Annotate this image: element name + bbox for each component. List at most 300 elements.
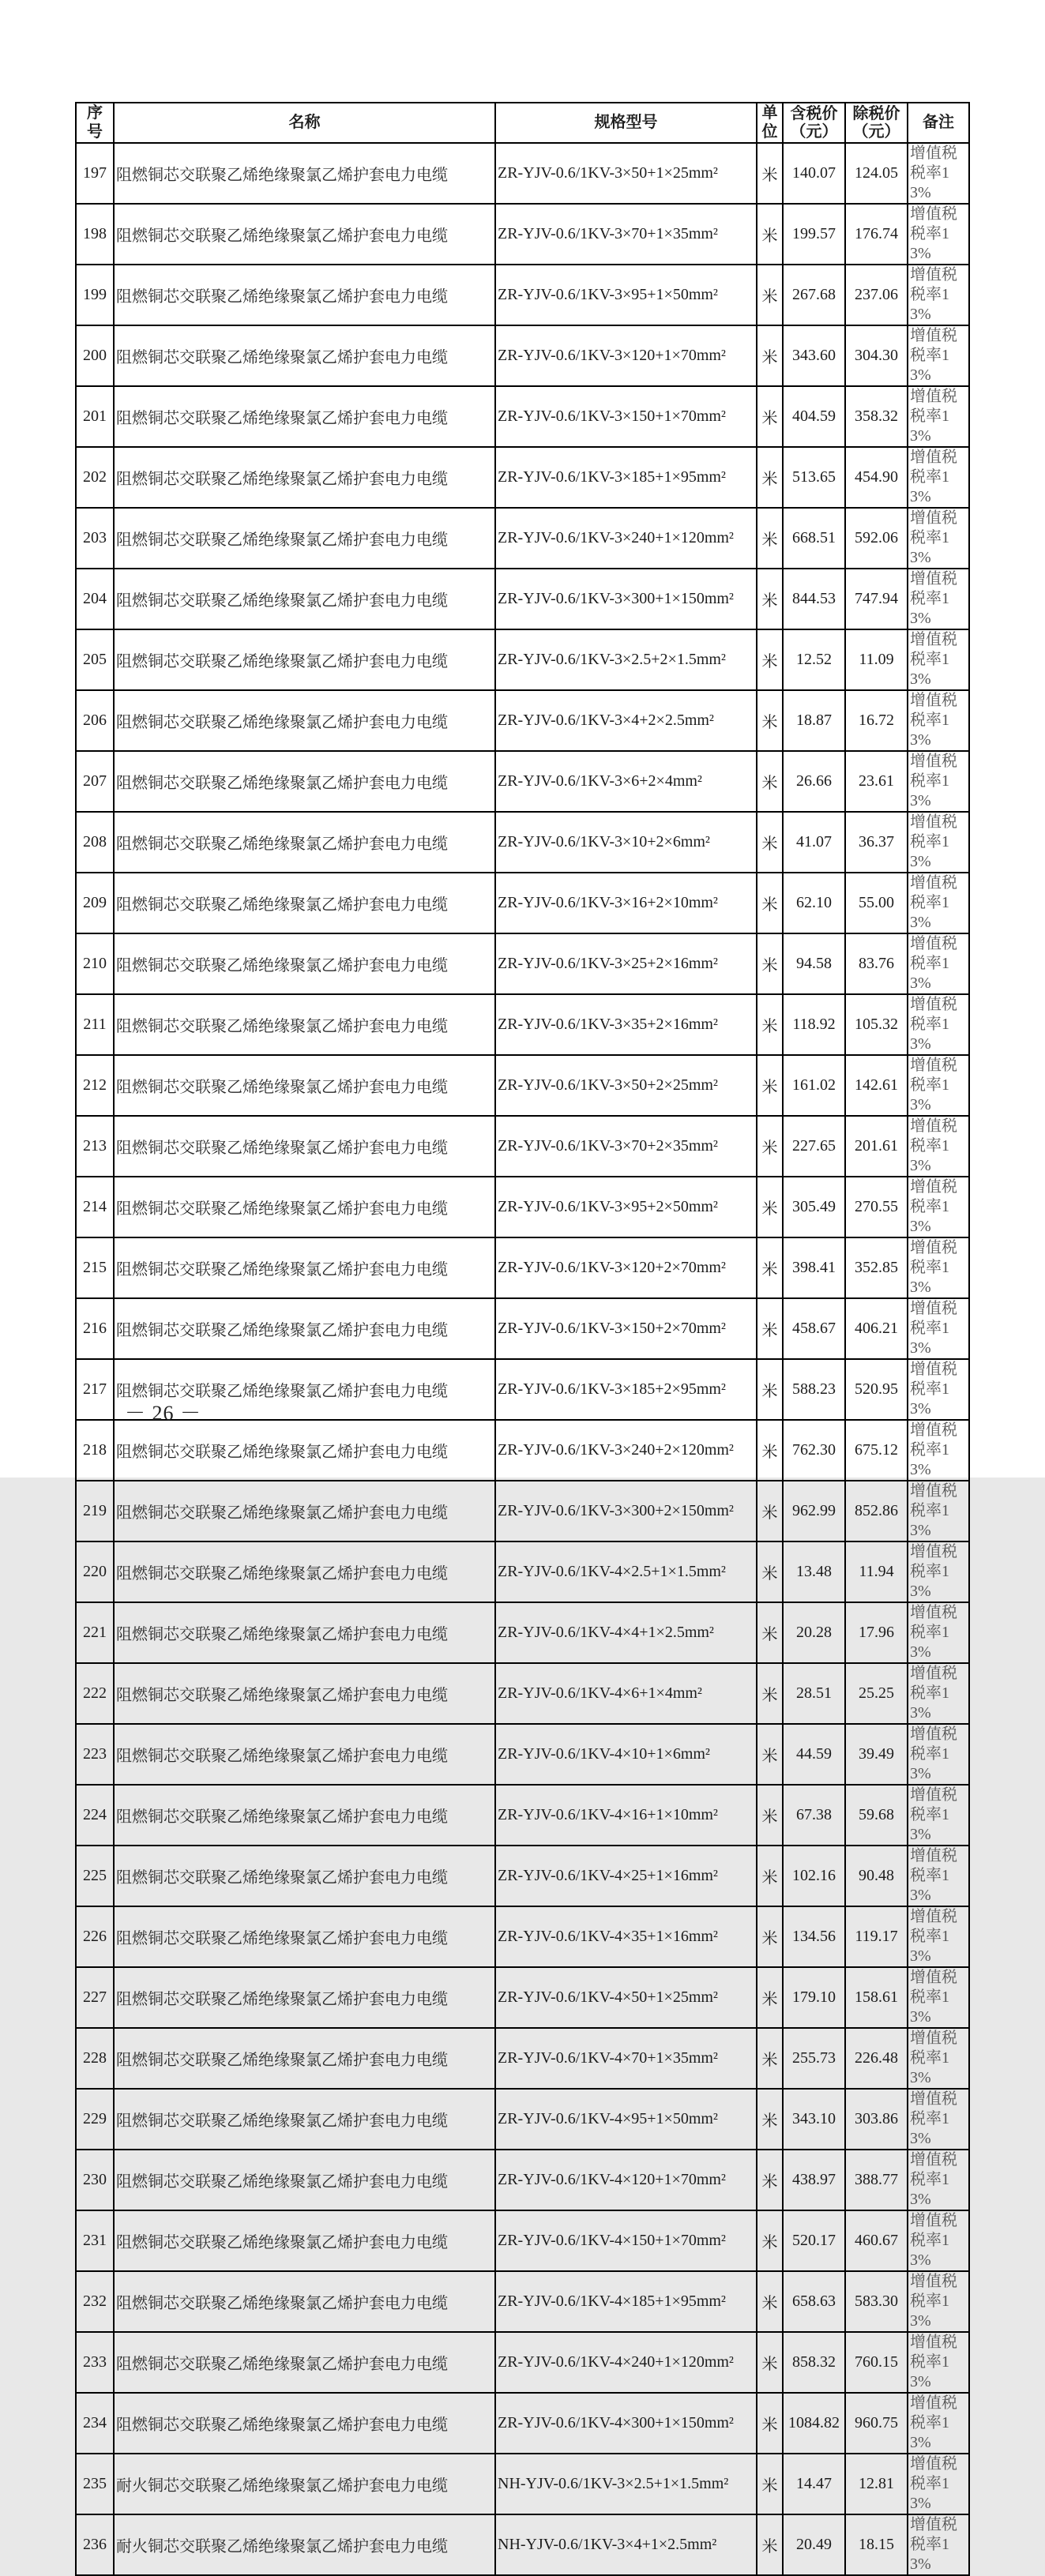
cell-remark: 增值税税率13% <box>908 1663 969 1724</box>
cell-price-without-tax: 406.21 <box>845 1298 908 1359</box>
cell-remark: 增值税税率13% <box>908 812 969 873</box>
table-row <box>76 1663 969 1724</box>
cell-name: 耐火铜芯交联聚乙烯绝缘聚氯乙烯护套电力电缆 <box>114 2514 495 2575</box>
cell-remark: 增值税税率13% <box>908 751 969 812</box>
cell-remark: 增值税税率13% <box>908 508 969 569</box>
cell-price-with-tax: 41.07 <box>783 812 845 873</box>
header-name-label: 名称 <box>288 114 321 132</box>
cell-spec: NH-YJV-0.6/1KV-3×4+1×2.5mm² <box>495 2514 757 2575</box>
cell-unit: 米 <box>757 325 783 386</box>
cell-price-with-tax: 134.56 <box>783 1906 845 1967</box>
table-row <box>76 2210 969 2271</box>
cell-unit: 米 <box>757 2332 783 2393</box>
cell-name: 阻燃铜芯交联聚乙烯绝缘聚氯乙烯护套电力电缆 <box>114 204 495 265</box>
cell-price-with-tax: 588.23 <box>783 1359 845 1420</box>
cell-unit: 米 <box>757 143 783 204</box>
header-price-without-tax-label: 除税价（元） <box>852 104 900 141</box>
cell-spec: ZR-YJV-0.6/1KV-3×240+2×120mm² <box>495 1420 757 1481</box>
cell-price-without-tax: 176.74 <box>845 204 908 265</box>
cell-unit: 米 <box>757 1663 783 1724</box>
cell-serial: 211 <box>76 994 114 1055</box>
cell-price-with-tax: 458.67 <box>783 1298 845 1359</box>
cell-serial: 198 <box>76 204 114 265</box>
cell-price-with-tax: 404.59 <box>783 386 845 447</box>
table-body <box>76 143 969 2575</box>
cell-spec: ZR-YJV-0.6/1KV-4×70+1×35mm² <box>495 2028 757 2089</box>
cell-name: 阻燃铜芯交联聚乙烯绝缘聚氯乙烯护套电力电缆 <box>114 1906 495 1967</box>
cell-spec: ZR-YJV-0.6/1KV-4×35+1×16mm² <box>495 1906 757 1967</box>
cell-unit: 米 <box>757 2393 783 2454</box>
cell-price-without-tax: 358.32 <box>845 386 908 447</box>
cell-price-with-tax: 267.68 <box>783 265 845 325</box>
cell-unit: 米 <box>757 1359 783 1420</box>
cell-remark: 增值税税率13% <box>908 143 969 204</box>
cell-remark: 增值税税率13% <box>908 1785 969 1846</box>
cell-unit: 米 <box>757 2271 783 2332</box>
cell-spec: ZR-YJV-0.6/1KV-3×70+2×35mm² <box>495 1116 757 1177</box>
cell-serial: 215 <box>76 1237 114 1298</box>
cell-serial: 202 <box>76 447 114 508</box>
table-row <box>76 2089 969 2150</box>
cell-price-without-tax: 11.94 <box>845 1541 908 1602</box>
cell-spec: ZR-YJV-0.6/1KV-4×16+1×10mm² <box>495 1785 757 1846</box>
cell-price-with-tax: 858.32 <box>783 2332 845 2393</box>
table-row <box>76 751 969 812</box>
cell-unit: 米 <box>757 2454 783 2514</box>
cell-serial: 207 <box>76 751 114 812</box>
cell-price-with-tax: 20.28 <box>783 1602 845 1663</box>
cell-name: 阻燃铜芯交联聚乙烯绝缘聚氯乙烯护套电力电缆 <box>114 2332 495 2393</box>
cell-name: 阻燃铜芯交联聚乙烯绝缘聚氯乙烯护套电力电缆 <box>114 1237 495 1298</box>
cell-price-without-tax: 12.81 <box>845 2454 908 2514</box>
header-serial <box>76 103 114 143</box>
cell-remark: 增值税税率13% <box>908 873 969 933</box>
cell-unit: 米 <box>757 1785 783 1846</box>
cell-spec: ZR-YJV-0.6/1KV-4×120+1×70mm² <box>495 2150 757 2210</box>
cell-name: 阻燃铜芯交联聚乙烯绝缘聚氯乙烯护套电力电缆 <box>114 1116 495 1177</box>
cell-unit: 米 <box>757 569 783 629</box>
cell-price-without-tax: 592.06 <box>845 508 908 569</box>
cell-name: 阻燃铜芯交联聚乙烯绝缘聚氯乙烯护套电力电缆 <box>114 1481 495 1541</box>
table-row <box>76 1785 969 1846</box>
cell-unit: 米 <box>757 1967 783 2028</box>
cell-name: 阻燃铜芯交联聚乙烯绝缘聚氯乙烯护套电力电缆 <box>114 1967 495 2028</box>
cell-price-without-tax: 17.96 <box>845 1602 908 1663</box>
cell-unit: 米 <box>757 933 783 994</box>
page-number: － 26 － <box>125 1402 202 1425</box>
cell-remark: 增值税税率13% <box>908 569 969 629</box>
table-row <box>76 2454 969 2514</box>
cell-spec: ZR-YJV-0.6/1KV-3×10+2×6mm² <box>495 812 757 873</box>
cell-unit: 米 <box>757 386 783 447</box>
cell-unit: 米 <box>757 751 783 812</box>
cell-spec: ZR-YJV-0.6/1KV-4×25+1×16mm² <box>495 1846 757 1906</box>
cell-price-with-tax: 20.49 <box>783 2514 845 2575</box>
cell-price-without-tax: 852.86 <box>845 1481 908 1541</box>
cell-price-without-tax: 142.61 <box>845 1055 908 1116</box>
cell-name: 阻燃铜芯交联聚乙烯绝缘聚氯乙烯护套电力电缆 <box>114 1602 495 1663</box>
cell-serial: 212 <box>76 1055 114 1116</box>
cell-price-without-tax: 11.09 <box>845 629 908 690</box>
cell-price-without-tax: 201.61 <box>845 1116 908 1177</box>
cell-name: 阻燃铜芯交联聚乙烯绝缘聚氯乙烯护套电力电缆 <box>114 1420 495 1481</box>
cell-name: 阻燃铜芯交联聚乙烯绝缘聚氯乙烯护套电力电缆 <box>114 690 495 751</box>
cell-price-with-tax: 94.58 <box>783 933 845 994</box>
cell-remark: 增值税税率13% <box>908 1177 969 1237</box>
cell-spec: ZR-YJV-0.6/1KV-4×2.5+1×1.5mm² <box>495 1541 757 1602</box>
cell-name: 阻燃铜芯交联聚乙烯绝缘聚氯乙烯护套电力电缆 <box>114 2028 495 2089</box>
cell-remark: 增值税税率13% <box>908 2210 969 2271</box>
table-row <box>76 1298 969 1359</box>
header-remark-label: 备注 <box>923 114 954 132</box>
table-row <box>76 1906 969 1967</box>
cell-price-with-tax: 438.97 <box>783 2150 845 2210</box>
cell-serial: 201 <box>76 386 114 447</box>
cell-price-without-tax: 760.15 <box>845 2332 908 2393</box>
cell-price-without-tax: 39.49 <box>845 1724 908 1785</box>
cell-serial: 218 <box>76 1420 114 1481</box>
cell-unit: 米 <box>757 1298 783 1359</box>
cell-remark: 增值税税率13% <box>908 1237 969 1298</box>
cell-unit: 米 <box>757 2028 783 2089</box>
cell-spec: ZR-YJV-0.6/1KV-3×120+2×70mm² <box>495 1237 757 1298</box>
cell-serial: 224 <box>76 1785 114 1846</box>
cell-price-with-tax: 398.41 <box>783 1237 845 1298</box>
table-row <box>76 1237 969 1298</box>
cell-serial: 233 <box>76 2332 114 2393</box>
cell-name: 阻燃铜芯交联聚乙烯绝缘聚氯乙烯护套电力电缆 <box>114 325 495 386</box>
cell-serial: 214 <box>76 1177 114 1237</box>
cable-price-table <box>75 102 970 2576</box>
cell-price-with-tax: 161.02 <box>783 1055 845 1116</box>
cell-spec: ZR-YJV-0.6/1KV-3×4+2×2.5mm² <box>495 690 757 751</box>
cell-name: 阻燃铜芯交联聚乙烯绝缘聚氯乙烯护套电力电缆 <box>114 2271 495 2332</box>
cell-spec: ZR-YJV-0.6/1KV-3×70+1×35mm² <box>495 204 757 265</box>
cell-remark: 增值税税率13% <box>908 1298 969 1359</box>
cell-name: 阻燃铜芯交联聚乙烯绝缘聚氯乙烯护套电力电缆 <box>114 569 495 629</box>
header-spec <box>495 103 757 143</box>
table-row <box>76 812 969 873</box>
cell-name: 阻燃铜芯交联聚乙烯绝缘聚氯乙烯护套电力电缆 <box>114 1298 495 1359</box>
cell-price-with-tax: 12.52 <box>783 629 845 690</box>
cell-unit: 米 <box>757 2150 783 2210</box>
table-row <box>76 447 969 508</box>
cell-serial: 234 <box>76 2393 114 2454</box>
cell-serial: 199 <box>76 265 114 325</box>
table-row <box>76 1177 969 1237</box>
cell-price-with-tax: 62.10 <box>783 873 845 933</box>
cell-price-without-tax: 90.48 <box>845 1846 908 1906</box>
cell-name: 阻燃铜芯交联聚乙烯绝缘聚氯乙烯护套电力电缆 <box>114 1359 495 1420</box>
cell-serial: 223 <box>76 1724 114 1785</box>
cell-price-with-tax: 102.16 <box>783 1846 845 1906</box>
cell-price-without-tax: 55.00 <box>845 873 908 933</box>
cell-remark: 增值税税率13% <box>908 2454 969 2514</box>
cell-serial: 197 <box>76 143 114 204</box>
cell-unit: 米 <box>757 265 783 325</box>
cell-serial: 227 <box>76 1967 114 2028</box>
cell-unit: 米 <box>757 994 783 1055</box>
cell-serial: 204 <box>76 569 114 629</box>
cell-spec: ZR-YJV-0.6/1KV-4×10+1×6mm² <box>495 1724 757 1785</box>
cell-unit: 米 <box>757 812 783 873</box>
cell-name: 阻燃铜芯交联聚乙烯绝缘聚氯乙烯护套电力电缆 <box>114 751 495 812</box>
cell-serial: 216 <box>76 1298 114 1359</box>
table-row <box>76 933 969 994</box>
cell-name: 阻燃铜芯交联聚乙烯绝缘聚氯乙烯护套电力电缆 <box>114 873 495 933</box>
cell-price-without-tax: 303.86 <box>845 2089 908 2150</box>
table-row <box>76 2514 969 2575</box>
cell-name: 阻燃铜芯交联聚乙烯绝缘聚氯乙烯护套电力电缆 <box>114 629 495 690</box>
table-row <box>76 2150 969 2210</box>
cell-price-with-tax: 118.92 <box>783 994 845 1055</box>
table-row <box>76 629 969 690</box>
cell-serial: 208 <box>76 812 114 873</box>
cell-price-without-tax: 105.32 <box>845 994 908 1055</box>
cell-spec: ZR-YJV-0.6/1KV-3×150+1×70mm² <box>495 386 757 447</box>
table-row <box>76 386 969 447</box>
header-row <box>76 103 969 143</box>
cell-unit: 米 <box>757 1602 783 1663</box>
cell-serial: 229 <box>76 2089 114 2150</box>
cell-spec: ZR-YJV-0.6/1KV-3×25+2×16mm² <box>495 933 757 994</box>
cell-price-with-tax: 305.49 <box>783 1177 845 1237</box>
cell-remark: 增值税税率13% <box>908 204 969 265</box>
cell-price-without-tax: 237.06 <box>845 265 908 325</box>
cell-spec: ZR-YJV-0.6/1KV-4×6+1×4mm² <box>495 1663 757 1724</box>
cell-unit: 米 <box>757 690 783 751</box>
cell-spec: ZR-YJV-0.6/1KV-4×300+1×150mm² <box>495 2393 757 2454</box>
cell-serial: 205 <box>76 629 114 690</box>
cell-unit: 米 <box>757 447 783 508</box>
cell-spec: ZR-YJV-0.6/1KV-3×16+2×10mm² <box>495 873 757 933</box>
cell-unit: 米 <box>757 2210 783 2271</box>
table-row <box>76 1481 969 1541</box>
cell-price-with-tax: 1084.82 <box>783 2393 845 2454</box>
cell-price-with-tax: 762.30 <box>783 1420 845 1481</box>
cell-serial: 231 <box>76 2210 114 2271</box>
cell-name: 阻燃铜芯交联聚乙烯绝缘聚氯乙烯护套电力电缆 <box>114 143 495 204</box>
cell-remark: 增值税税率13% <box>908 2150 969 2210</box>
cell-price-without-tax: 16.72 <box>845 690 908 751</box>
cell-name: 阻燃铜芯交联聚乙烯绝缘聚氯乙烯护套电力电缆 <box>114 1785 495 1846</box>
cell-unit: 米 <box>757 1541 783 1602</box>
cell-unit: 米 <box>757 1906 783 1967</box>
cell-spec: ZR-YJV-0.6/1KV-4×95+1×50mm² <box>495 2089 757 2150</box>
cell-price-with-tax: 13.48 <box>783 1541 845 1602</box>
cell-price-with-tax: 179.10 <box>783 1967 845 2028</box>
cell-price-with-tax: 513.65 <box>783 447 845 508</box>
cell-price-with-tax: 26.66 <box>783 751 845 812</box>
table-row <box>76 994 969 1055</box>
cell-unit: 米 <box>757 1177 783 1237</box>
cell-price-with-tax: 658.63 <box>783 2271 845 2332</box>
cell-unit: 米 <box>757 2089 783 2150</box>
cell-remark: 增值税税率13% <box>908 325 969 386</box>
cell-remark: 增值税税率13% <box>908 2271 969 2332</box>
cell-price-without-tax: 520.95 <box>845 1359 908 1420</box>
cell-spec: ZR-YJV-0.6/1KV-4×185+1×95mm² <box>495 2271 757 2332</box>
cell-serial: 228 <box>76 2028 114 2089</box>
cell-price-without-tax: 454.90 <box>845 447 908 508</box>
cell-remark: 增值税税率13% <box>908 933 969 994</box>
cell-price-with-tax: 28.51 <box>783 1663 845 1724</box>
header-name <box>114 103 495 143</box>
cell-price-without-tax: 59.68 <box>845 1785 908 1846</box>
cell-spec: ZR-YJV-0.6/1KV-3×300+1×150mm² <box>495 569 757 629</box>
cell-unit: 米 <box>757 1481 783 1541</box>
cell-spec: ZR-YJV-0.6/1KV-3×150+2×70mm² <box>495 1298 757 1359</box>
cell-remark: 增值税税率13% <box>908 447 969 508</box>
cell-serial: 235 <box>76 2454 114 2514</box>
cell-serial: 200 <box>76 325 114 386</box>
cell-spec: ZR-YJV-0.6/1KV-4×50+1×25mm² <box>495 1967 757 2028</box>
cell-unit: 米 <box>757 1846 783 1906</box>
table-row <box>76 2028 969 2089</box>
cell-spec: ZR-YJV-0.6/1KV-3×185+1×95mm² <box>495 447 757 508</box>
cell-remark: 增值税税率13% <box>908 2089 969 2150</box>
cell-price-with-tax: 44.59 <box>783 1724 845 1785</box>
table-row <box>76 1420 969 1481</box>
table-row <box>76 1602 969 1663</box>
cell-serial: 230 <box>76 2150 114 2210</box>
cell-price-with-tax: 199.57 <box>783 204 845 265</box>
cell-serial: 232 <box>76 2271 114 2332</box>
cell-spec: ZR-YJV-0.6/1KV-3×6+2×4mm² <box>495 751 757 812</box>
cell-price-with-tax: 343.10 <box>783 2089 845 2150</box>
cell-serial: 222 <box>76 1663 114 1724</box>
cell-name: 阻燃铜芯交联聚乙烯绝缘聚氯乙烯护套电力电缆 <box>114 933 495 994</box>
cell-remark: 增值税税率13% <box>908 2393 969 2454</box>
cell-unit: 米 <box>757 1116 783 1177</box>
cell-price-with-tax: 668.51 <box>783 508 845 569</box>
cell-serial: 219 <box>76 1481 114 1541</box>
table-row <box>76 1846 969 1906</box>
cell-price-without-tax: 18.15 <box>845 2514 908 2575</box>
cell-unit: 米 <box>757 629 783 690</box>
cell-remark: 增值税税率13% <box>908 629 969 690</box>
cell-remark: 增值税税率13% <box>908 1541 969 1602</box>
header-unit-label: 单位 <box>761 104 778 141</box>
cell-price-without-tax: 23.61 <box>845 751 908 812</box>
cell-spec: ZR-YJV-0.6/1KV-3×240+1×120mm² <box>495 508 757 569</box>
table-row <box>76 265 969 325</box>
table-row <box>76 690 969 751</box>
cell-spec: ZR-YJV-0.6/1KV-3×300+2×150mm² <box>495 1481 757 1541</box>
cell-remark: 增值税税率13% <box>908 2332 969 2393</box>
cell-serial: 221 <box>76 1602 114 1663</box>
header-price-without-tax <box>845 103 908 143</box>
cell-spec: ZR-YJV-0.6/1KV-3×50+1×25mm² <box>495 143 757 204</box>
cell-price-with-tax: 14.47 <box>783 2454 845 2514</box>
cell-serial: 236 <box>76 2514 114 2575</box>
cell-remark: 增值税税率13% <box>908 1724 969 1785</box>
cell-remark: 增值税税率13% <box>908 2028 969 2089</box>
cell-serial: 209 <box>76 873 114 933</box>
cell-spec: ZR-YJV-0.6/1KV-3×185+2×95mm² <box>495 1359 757 1420</box>
cell-name: 阻燃铜芯交联聚乙烯绝缘聚氯乙烯护套电力电缆 <box>114 508 495 569</box>
cell-unit: 米 <box>757 1420 783 1481</box>
cell-name: 阻燃铜芯交联聚乙烯绝缘聚氯乙烯护套电力电缆 <box>114 1177 495 1237</box>
table-row <box>76 2393 969 2454</box>
cell-name: 阻燃铜芯交联聚乙烯绝缘聚氯乙烯护套电力电缆 <box>114 1724 495 1785</box>
table-row <box>76 325 969 386</box>
cell-spec: ZR-YJV-0.6/1KV-3×2.5+2×1.5mm² <box>495 629 757 690</box>
cell-serial: 226 <box>76 1906 114 1967</box>
cell-price-without-tax: 388.77 <box>845 2150 908 2210</box>
cell-price-without-tax: 460.67 <box>845 2210 908 2271</box>
cell-price-without-tax: 226.48 <box>845 2028 908 2089</box>
cell-name: 阻燃铜芯交联聚乙烯绝缘聚氯乙烯护套电力电缆 <box>114 1663 495 1724</box>
cell-name: 阻燃铜芯交联聚乙烯绝缘聚氯乙烯护套电力电缆 <box>114 2089 495 2150</box>
cell-remark: 增值税税率13% <box>908 1967 969 2028</box>
cell-spec: ZR-YJV-0.6/1KV-4×150+1×70mm² <box>495 2210 757 2271</box>
cell-price-with-tax: 520.17 <box>783 2210 845 2271</box>
cell-serial: 217 <box>76 1359 114 1420</box>
header-remark <box>908 103 969 143</box>
cell-price-without-tax: 960.75 <box>845 2393 908 2454</box>
cell-price-without-tax: 119.17 <box>845 1906 908 1967</box>
cell-price-with-tax: 844.53 <box>783 569 845 629</box>
cell-remark: 增值税税率13% <box>908 690 969 751</box>
cell-serial: 220 <box>76 1541 114 1602</box>
cell-name: 阻燃铜芯交联聚乙烯绝缘聚氯乙烯护套电力电缆 <box>114 386 495 447</box>
cell-price-without-tax: 304.30 <box>845 325 908 386</box>
cell-remark: 增值税税率13% <box>908 1906 969 1967</box>
cell-price-with-tax: 962.99 <box>783 1481 845 1541</box>
cell-price-with-tax: 255.73 <box>783 2028 845 2089</box>
cell-serial: 210 <box>76 933 114 994</box>
cell-remark: 增值税税率13% <box>908 1602 969 1663</box>
cell-remark: 增值税税率13% <box>908 1846 969 1906</box>
header-unit <box>757 103 783 143</box>
cell-remark: 增值税税率13% <box>908 2514 969 2575</box>
cell-name: 阻燃铜芯交联聚乙烯绝缘聚氯乙烯护套电力电缆 <box>114 2210 495 2271</box>
cell-remark: 增值税税率13% <box>908 994 969 1055</box>
cell-spec: ZR-YJV-0.6/1KV-4×240+1×120mm² <box>495 2332 757 2393</box>
cell-price-without-tax: 352.85 <box>845 1237 908 1298</box>
cell-spec: ZR-YJV-0.6/1KV-3×50+2×25mm² <box>495 1055 757 1116</box>
table-row <box>76 1116 969 1177</box>
table-row <box>76 1359 969 1420</box>
cell-serial: 206 <box>76 690 114 751</box>
cell-price-without-tax: 270.55 <box>845 1177 908 1237</box>
cell-price-without-tax: 83.76 <box>845 933 908 994</box>
cell-price-without-tax: 675.12 <box>845 1420 908 1481</box>
cell-unit: 米 <box>757 1237 783 1298</box>
cell-spec: ZR-YJV-0.6/1KV-3×35+2×16mm² <box>495 994 757 1055</box>
cell-name: 阻燃铜芯交联聚乙烯绝缘聚氯乙烯护套电力电缆 <box>114 812 495 873</box>
cell-spec: NH-YJV-0.6/1KV-3×2.5+1×1.5mm² <box>495 2454 757 2514</box>
cell-remark: 增值税税率13% <box>908 1420 969 1481</box>
cell-name: 阻燃铜芯交联聚乙烯绝缘聚氯乙烯护套电力电缆 <box>114 1541 495 1602</box>
cell-spec: ZR-YJV-0.6/1KV-3×95+1×50mm² <box>495 265 757 325</box>
cell-name: 阻燃铜芯交联聚乙烯绝缘聚氯乙烯护套电力电缆 <box>114 2150 495 2210</box>
table-row <box>76 873 969 933</box>
table-row <box>76 1724 969 1785</box>
table-row <box>76 508 969 569</box>
cell-price-without-tax: 25.25 <box>845 1663 908 1724</box>
header-serial-label: 序号 <box>86 104 103 141</box>
header-price-with-tax-label: 含税价（元） <box>790 104 838 141</box>
table-row <box>76 2332 969 2393</box>
table-row <box>76 1055 969 1116</box>
cell-price-without-tax: 124.05 <box>845 143 908 204</box>
table-row <box>76 204 969 265</box>
cell-name: 阻燃铜芯交联聚乙烯绝缘聚氯乙烯护套电力电缆 <box>114 994 495 1055</box>
cell-price-with-tax: 140.07 <box>783 143 845 204</box>
header-price-with-tax <box>783 103 845 143</box>
